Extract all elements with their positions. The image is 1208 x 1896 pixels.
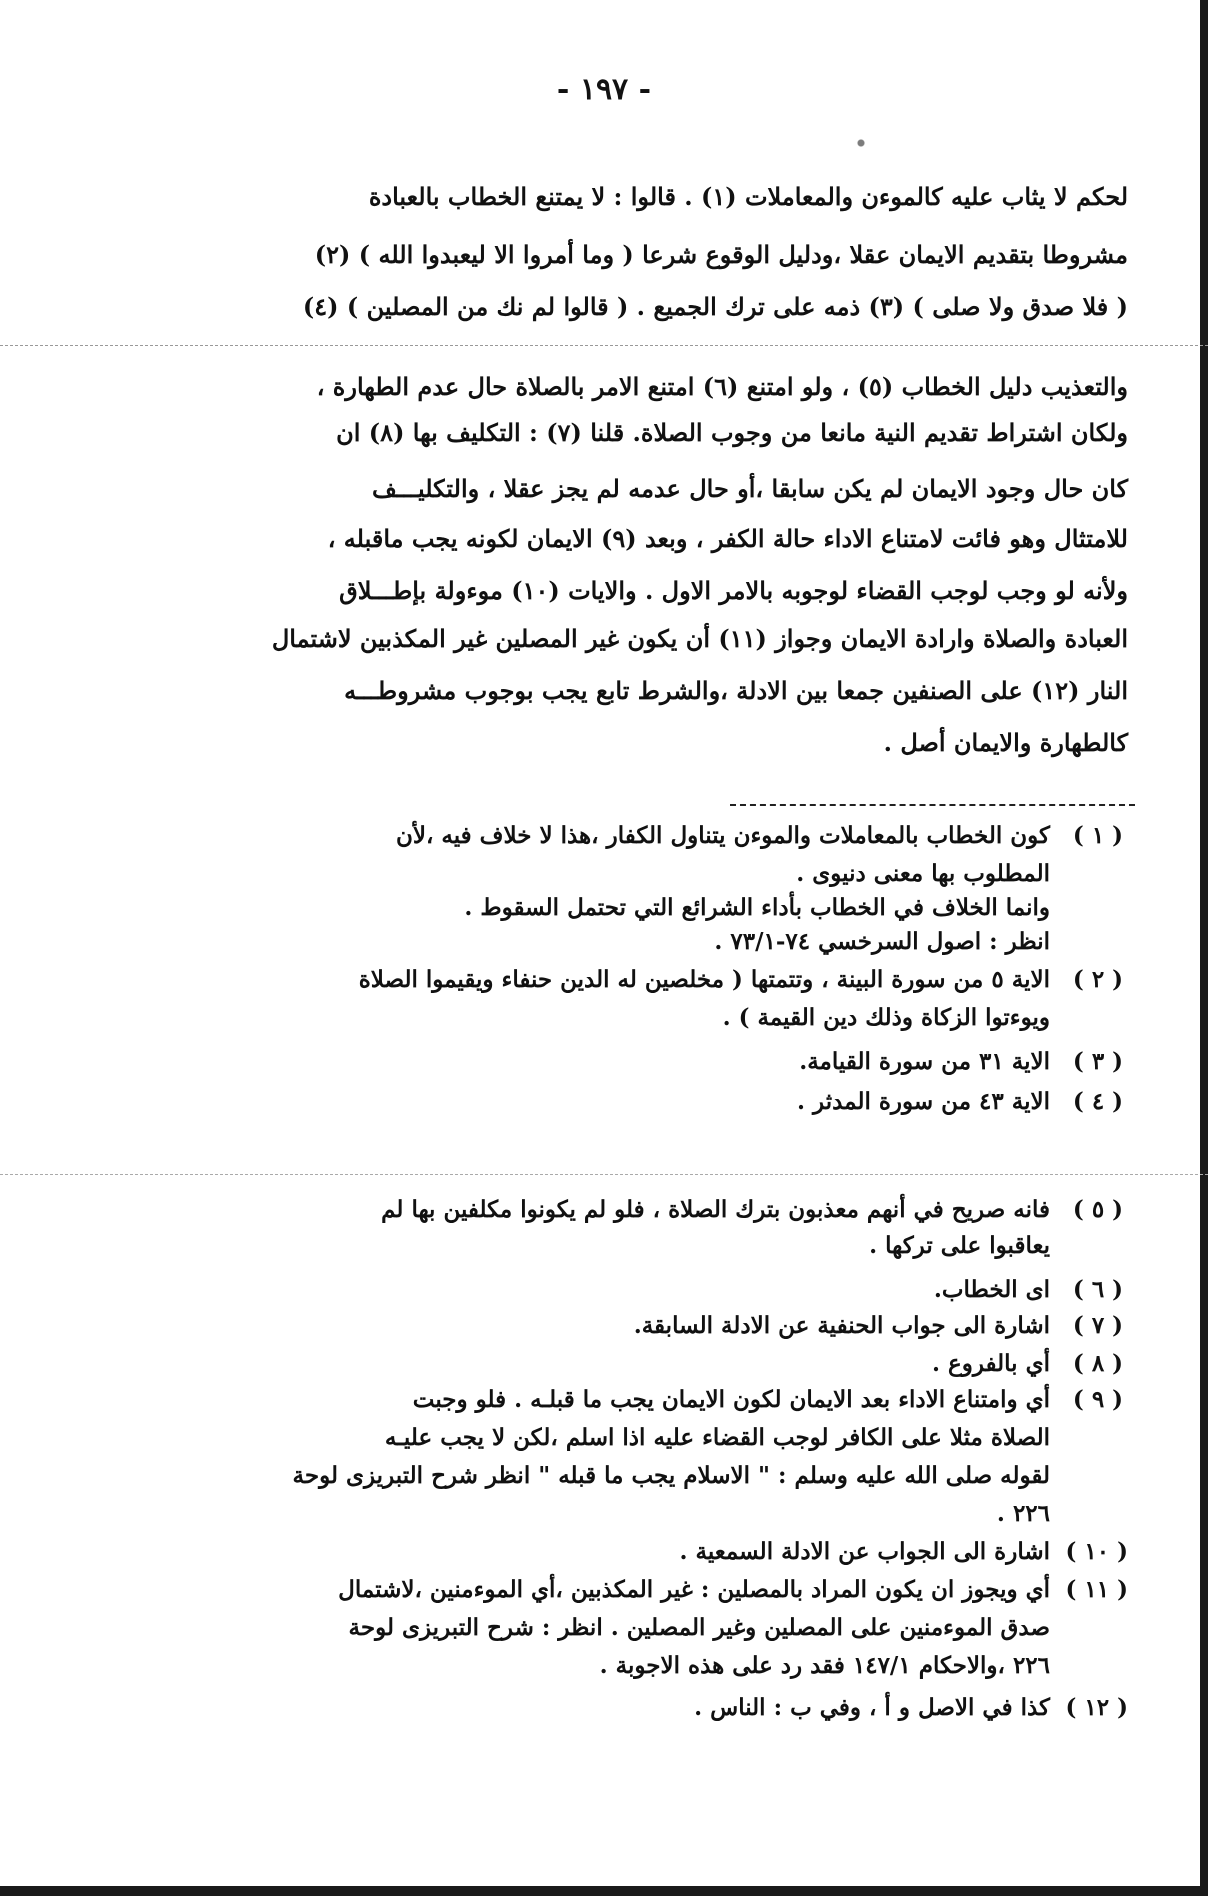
footnote-number: ( ٢ ) bbox=[1072, 966, 1124, 993]
main-line: العبادة والصلاة وارادة الايمان وجواز (١١) أن يكون غير المصلين غير المكذبين لاشتمال bbox=[271, 624, 1128, 653]
scan-divider bbox=[0, 345, 1208, 346]
main-line: للامتثال وهو فائت لامتناع الاداء حالة الكفر ، وبعد (٩) الايمان لكونه يجب ماقبله ، bbox=[327, 524, 1128, 553]
footnote bbox=[88, 1386, 1128, 1526]
footnote-number: ( ١ ) bbox=[1072, 822, 1124, 849]
footnote bbox=[88, 966, 1128, 1036]
footnote bbox=[88, 1312, 1128, 1346]
footnote-text: ٢٢٦ . bbox=[996, 1500, 1050, 1527]
footnote bbox=[88, 822, 1128, 955]
main-line: كالطهارة والايمان أصل . bbox=[883, 728, 1128, 757]
footnote-text: الاية ٣١ من سورة القيامة. bbox=[799, 1048, 1050, 1075]
footnote-text: المطلوب بها معنى دنيوى . bbox=[796, 860, 1050, 887]
footnote-text: لقوله صلى الله عليه وسلم : " الاسلام يجب ما قبله " انظر شرح التبريزى لوحة bbox=[292, 1462, 1050, 1489]
footnote-number: ( ٩ ) bbox=[1072, 1386, 1124, 1413]
main-text bbox=[68, 0, 1128, 800]
footnote-text: أي ويجوز ان يكون المراد بالمصلين : غير المكذبين ،أي الموءمنين ،لاشتمال bbox=[338, 1576, 1050, 1603]
footnote-number: ( ٣ ) bbox=[1072, 1048, 1124, 1075]
footnote-number: ( ١٠ ) bbox=[1065, 1538, 1128, 1565]
footnote-text: كون الخطاب بالمعاملات والموءن يتناول الكفار ،هذا لا خلاف فيه ،لأن bbox=[395, 822, 1050, 849]
footnote bbox=[88, 1276, 1128, 1310]
footnote-text: اشارة الى الجواب عن الادلة السمعية . bbox=[679, 1538, 1050, 1565]
page-number: - ١٩٧ - bbox=[556, 72, 652, 107]
footnote-number: ( ٧ ) bbox=[1072, 1312, 1124, 1339]
footnote-number: ( ٨ ) bbox=[1072, 1350, 1124, 1377]
footnote-number: ( ٤ ) bbox=[1072, 1088, 1124, 1115]
footnote-text: فانه صريح في أنهم معذبون بترك الصلاة ، فلو لم يكونوا مكلفين بها لم bbox=[381, 1196, 1050, 1223]
main-line: كان حال وجود الايمان لم يكن سابقا ،أو حال عدمه لم يجز عقلا ، والتكليـــف bbox=[372, 474, 1128, 503]
main-line: لحكم لا يثاب عليه كالموءن والمعاملات (١) . قالوا : لا يمتنع الخطاب بالعبادة bbox=[368, 182, 1128, 211]
footnote-number: ( ٥ ) bbox=[1072, 1196, 1124, 1223]
footnote bbox=[88, 1538, 1128, 1572]
footnote-text: ويوءتوا الزكاة وذلك دين القيمة ) . bbox=[722, 1004, 1050, 1031]
footnote-text: ٢٢٦ ،والاحكام ١٤٧/١ فقد رد على هذه الاجوبة . bbox=[599, 1652, 1050, 1679]
footnote-text: الاية ٥ من سورة البينة ، وتتمتها ( مخلصين له الدين حنفاء ويقيموا الصلاة bbox=[358, 966, 1050, 993]
footnote-text: أي بالفروع . bbox=[932, 1350, 1050, 1377]
footnote-number: ( ١٢ ) bbox=[1065, 1694, 1128, 1721]
footnote-text: اى الخطاب. bbox=[933, 1276, 1050, 1303]
main-line: النار (١٢) على الصنفين جمعا بين الادلة ،والشرط تابع يجب بوجوب مشروطـــه bbox=[344, 676, 1128, 705]
main-line: والتعذيب دليل الخطاب (٥) ، ولو امتنع (٦) امتنع الامر بالصلاة حال عدم الطهارة ، bbox=[316, 372, 1128, 401]
footnote-text: اشارة الى جواب الحنفية عن الادلة السابقة. bbox=[633, 1312, 1050, 1339]
page-bottom-edge bbox=[0, 1886, 1208, 1896]
footnote-text: يعاقبوا على تركها . bbox=[869, 1232, 1050, 1259]
main-line: ( فلا صدق ولا صلى ) (٣) ذمه على ترك الجميع . ( قالوا لم نك من المصلين ) (٤) bbox=[302, 292, 1128, 321]
footnote-text: أي وامتناع الاداء بعد الايمان لكون الايمان يجب ما قبلـه . فلو وجبت bbox=[412, 1386, 1050, 1413]
footnote-text: الاية ٤٣ من سورة المدثر . bbox=[796, 1088, 1050, 1115]
footnote-separator bbox=[730, 804, 1135, 806]
main-line: ولكان اشتراط تقديم النية مانعا من وجوب الصلاة. قلنا (٧) : التكليف بها (٨) ان bbox=[336, 418, 1128, 447]
footnote-number: ( ١١ ) bbox=[1065, 1576, 1128, 1603]
scan-divider bbox=[0, 1174, 1208, 1175]
footnote bbox=[88, 1694, 1128, 1728]
footnote-text: صدق الموءمنين على المصلين وغير المصلين . انظر : شرح التبريزى لوحة bbox=[348, 1614, 1050, 1641]
footnote bbox=[88, 1048, 1128, 1082]
footnote-number: ( ٦ ) bbox=[1072, 1276, 1124, 1303]
main-line: ولأنه لو وجب لوجب القضاء لوجوبه بالامر الاول . والايات (١٠) موءولة بإطـــلاق bbox=[339, 576, 1128, 605]
footnote-text: الصلاة مثلا على الكافر لوجب القضاء عليه اذا اسلم ،لكن لا يجب عليـه bbox=[384, 1424, 1050, 1451]
main-line: مشروطا بتقديم الايمان عقلا ،ودليل الوقوع شرعا ( وما أمروا الا ليعبدوا الله ) (٢) bbox=[314, 240, 1128, 269]
footnote-text: انظر : اصول السرخسي ٧٤-٧٣/١ . bbox=[714, 928, 1050, 955]
page-right-edge bbox=[1200, 0, 1208, 1896]
footnote bbox=[88, 1350, 1128, 1384]
footnote-text: كذا في الاصل و أ ، وفي ب : الناس . bbox=[694, 1694, 1050, 1721]
footnote bbox=[88, 1576, 1128, 1686]
footnote bbox=[88, 1088, 1128, 1122]
footnote-text: وانما الخلاف في الخطاب بأداء الشرائع التي تحتمل السقوط . bbox=[464, 894, 1050, 921]
footnote bbox=[88, 1196, 1128, 1266]
